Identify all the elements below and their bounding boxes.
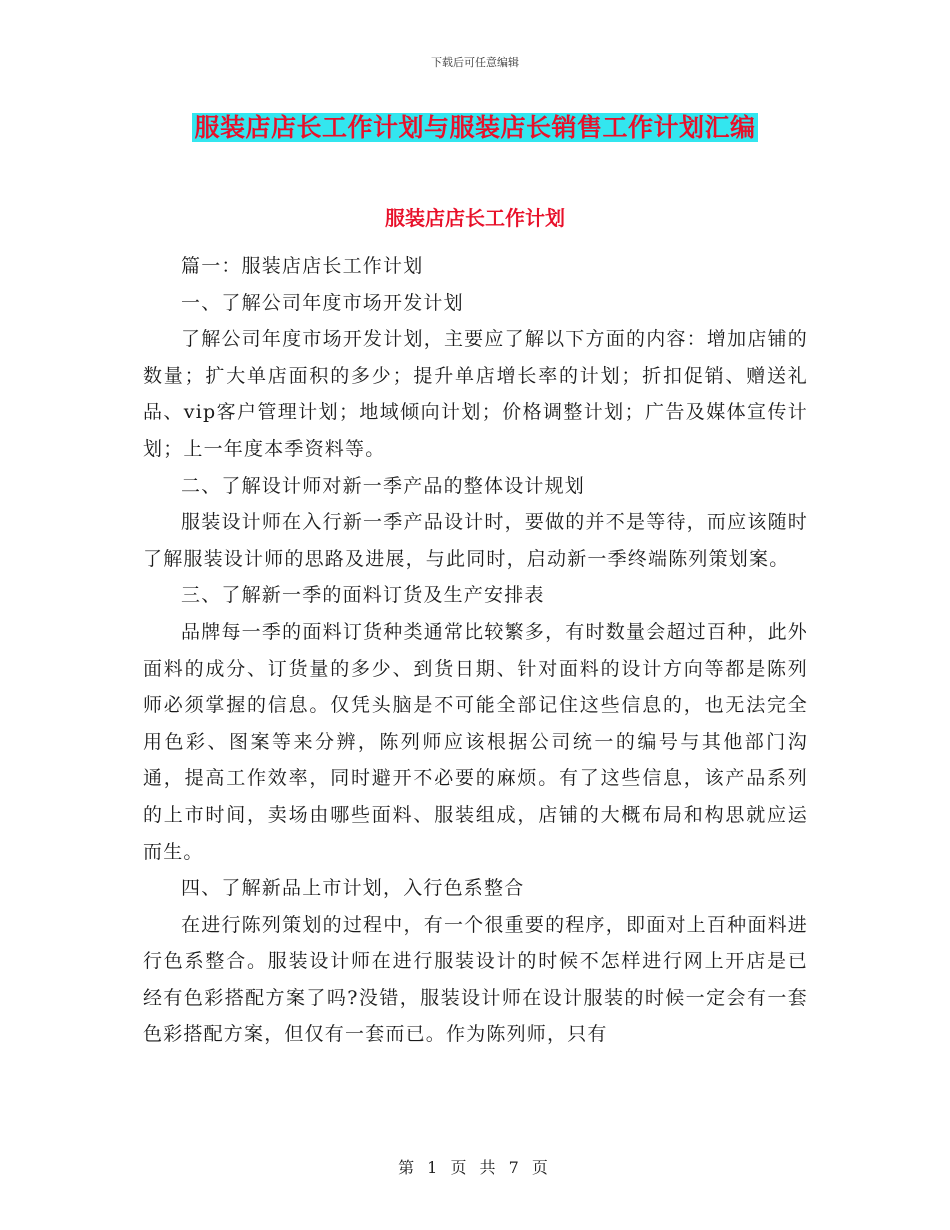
section-title: 服装店店长工作计划 [385,206,565,230]
paragraph-body-1: 了解公司年度市场开发计划，主要应了解以下方面的内容：增加店铺的数量；扩大单店面积的多少；提升单店增长率的计划；折扣促销、赠送礼品、vip客户管理计划；地域倾向计划；价格调整计划；广告及媒体宣传计划；上一年度本季资料等。 [143,328,808,460]
paragraph-heading-3: 三、了解新一季的面料订货及生产安排表 [181,584,545,607]
header-note: 下载后可任意编辑 [431,56,519,69]
paragraph-body-2: 服装设计师在入行新一季产品设计时，要做的并不是等待，而应该随时了解服装设计师的思路及进展，与此同时，启动新一季终端陈列策划案。 [143,511,808,570]
paragraph-chapter-heading: 篇一：服装店店长工作计划 [181,255,424,277]
paragraph-body-3: 品牌每一季的面料订货种类通常比较繁多，有时数量会超过百种，此外面料的成分、订货量的多少、到货日期、针对面料的设计方向等都是陈列师必须掌握的信息。仅凭头脑是不可能全部记住这些信息的，也无法完全用色彩、图案等来分辨，陈列师应该根据公司统一的编号与其他部门沟通，提高工作效率，同时避开不必要的麻烦。有了这些信息，该产品系列的上市时间，卖场由哪些面料、服装组成，店铺的大概布局和构思就应运而生。 [143,620,808,863]
paragraph-heading-4: 四、了解新品上市计划，入行色系整合 [181,877,525,900]
page-footer: 第 1 页 共 7 页 [398,1158,552,1177]
paragraph-body-4: 在进行陈列策划的过程中，有一个很重要的程序，即面对上百种面料进行色系整合。服装设计师在进行服装设计的时候不怎样进行网上开店是已经有色彩搭配方案了吗?没错，服装设计师在设计服装的时候一定会有一套色彩搭配方案，但仅有一套而已。作为陈列师，只有 [143,913,808,1046]
document-title [0,110,950,146]
body-text [143,248,808,1053]
paragraph-heading-2: 二、了解设计师对新一季产品的整体设计规划 [181,474,586,497]
paragraph-heading-1: 一、了解公司年度市场开发计划 [181,291,464,314]
document-title-text: 服装店店长工作计划与服装店长销售工作计划汇编 [194,113,756,142]
